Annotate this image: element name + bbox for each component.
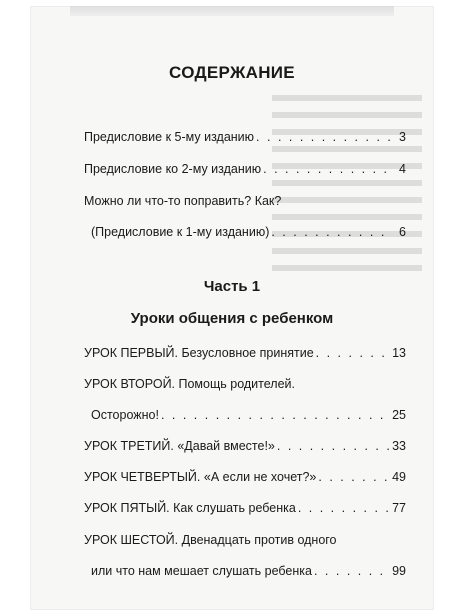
toc-entry-lesson-2-title: УРОК ВТОРОЙ. Помощь родителей. — [84, 377, 295, 391]
bleed-through-header — [70, 6, 394, 16]
toc-entry-preface-1-title: Можно ли что-то поправить? Как? — [84, 194, 282, 208]
toc-entry-lesson-2: Осторожно! . . . 25 — [91, 408, 406, 422]
toc-entry-lesson-3: УРОК ТРЕТИЙ. «Давай вместе!» . . . 33 — [84, 439, 406, 453]
toc-entry-lesson-5: УРОК ПЯТЫЙ. Как слушать ребенка . . . 77 — [84, 501, 406, 515]
toc-entry-lesson-6-title: УРОК ШЕСТОЙ. Двенадцать против одного — [84, 533, 337, 547]
leader-dots — [277, 439, 390, 453]
leader-dots — [271, 225, 392, 239]
part-subheading: Уроки общения с ребенком — [130, 310, 334, 327]
book-page — [30, 6, 434, 610]
leader-dots — [318, 470, 390, 484]
leader-dots — [298, 501, 390, 515]
leader-dots — [256, 130, 392, 144]
leader-dots — [314, 564, 390, 578]
part-heading: Часть 1 — [203, 278, 261, 295]
toc-entry-lesson-1: УРОК ПЕРВЫЙ. Безусловное принятие . . . 13 — [84, 346, 406, 360]
toc-entry-preface-2: Предисловие ко 2-му изданию . . . 4 — [84, 162, 406, 176]
contents-title: СОДЕРЖАНИЕ — [169, 63, 295, 82]
toc-entry-lesson-4: УРОК ЧЕТВЕРТЫЙ. «А если не хочет?» . . . 49 — [84, 470, 406, 484]
toc-entry-preface-1: (Предисловие к 1-му изданию) . . . 6 — [91, 225, 406, 239]
toc-entry-lesson-6: или что нам мешает слушать ребенка . . . 99 — [91, 564, 406, 578]
leader-dots — [263, 162, 392, 176]
bleed-through-text — [272, 84, 422, 282]
leader-dots — [161, 408, 390, 422]
leader-dots — [316, 346, 390, 360]
toc-entry-preface-5: Предисловие к 5-му изданию . . . 3 — [84, 130, 406, 144]
